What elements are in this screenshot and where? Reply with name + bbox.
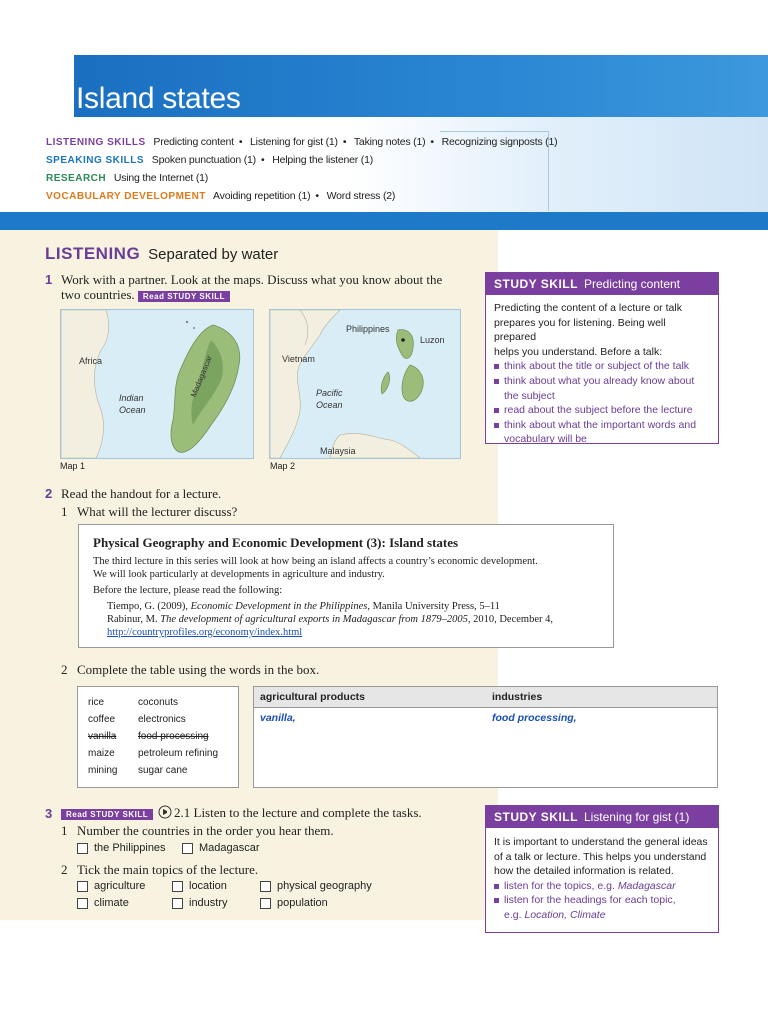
- question-number: 1: [45, 272, 53, 287]
- handout-reference: Tiempo, G. (2009), Economic Development in the Philippines, Manila University Press, 5–11: [107, 601, 500, 612]
- study-skill-text: Predicting the content of a lecture or talk: [494, 302, 682, 314]
- skill-item: Spoken punctuation (1): [151, 154, 256, 166]
- handout-text: Before the lecture, please read the following:: [93, 585, 283, 596]
- study-skill-header: [486, 806, 718, 828]
- topic-option[interactable]: agriculture: [77, 880, 145, 892]
- section-heading: [45, 244, 278, 264]
- checkbox[interactable]: [77, 843, 88, 854]
- sub-question-text: Number the countries in the order you hear them.: [77, 823, 334, 838]
- checkbox[interactable]: [172, 881, 183, 892]
- list-item: read about the subject before the lecture: [494, 403, 710, 418]
- word-item: electronics: [138, 714, 186, 725]
- handout-text: We will look particularly at developments in agriculture and industry.: [93, 569, 385, 580]
- word-item: coconuts: [138, 697, 179, 708]
- read-study-skill-badge[interactable]: Read STUDY SKILL: [138, 291, 230, 302]
- skills-label: SPEAKING SKILLS: [46, 155, 145, 166]
- map-1-graphic: [61, 310, 253, 458]
- topic-option[interactable]: physical geography: [260, 880, 372, 892]
- handout-reference: Rabinur, M. The development of agricultural exports in Madagascar from 1879–2005, 2010, December 4,: [107, 614, 553, 625]
- study-skill-body: [486, 295, 718, 453]
- audio-track-number: 2.1: [174, 805, 191, 820]
- study-skill-title: Predicting content: [583, 277, 681, 291]
- study-skill-text: helps you understand. Before a talk:: [494, 345, 663, 358]
- study-skill-keyword: STUDY SKILL: [494, 277, 578, 291]
- study-skill-list: [494, 359, 710, 447]
- skill-item: Predicting content: [153, 136, 234, 148]
- list-item: think about what you already know about the subject: [494, 374, 710, 403]
- word-item: rice: [88, 697, 105, 708]
- map-label: Philippines: [346, 324, 390, 334]
- question-text: Read the handout for a lecture.: [61, 486, 222, 501]
- lecture-handout: [78, 524, 614, 648]
- word-item: sugar cane: [138, 765, 188, 776]
- table-cell[interactable]: food processing,: [492, 712, 577, 724]
- handout-text: The third lecture in this series will look at how being an island affects a country’s economic development.: [93, 556, 538, 567]
- checkbox[interactable]: [77, 898, 88, 909]
- checkbox[interactable]: [172, 898, 183, 909]
- country-option[interactable]: Madagascar: [182, 842, 260, 854]
- map-label: Pacific: [316, 388, 343, 398]
- list-item: listen for the topics, e.g. Madagascar: [494, 879, 710, 894]
- answer-table: [253, 686, 718, 788]
- table-header-cell: industries: [492, 691, 543, 703]
- checkbox[interactable]: [260, 898, 271, 909]
- section-keyword: LISTENING: [45, 244, 141, 263]
- sub-number: 2: [61, 662, 68, 677]
- country-option[interactable]: the Philippines: [77, 842, 166, 854]
- audio-icon[interactable]: [158, 805, 172, 819]
- table-cell[interactable]: vanilla,: [260, 712, 296, 724]
- map-label: Indian: [119, 393, 144, 403]
- sub-number: 1: [61, 504, 68, 519]
- sub-question-text: Tick the main topics of the lecture.: [77, 862, 259, 877]
- study-skill-text: It is important to understand the general ideas: [494, 836, 708, 848]
- study-skill-body: [486, 828, 718, 929]
- checkbox[interactable]: [182, 843, 193, 854]
- map-caption: Map 2: [270, 461, 296, 471]
- read-study-skill-badge-wrap: [61, 806, 153, 824]
- map-label: Africa: [79, 356, 103, 366]
- sub-number: 2: [61, 862, 68, 877]
- word-item: maize: [88, 748, 115, 759]
- map-caption: Map 1: [60, 461, 86, 471]
- word-item: coffee: [88, 714, 116, 725]
- question-number: 3: [45, 806, 53, 821]
- map-label: Madagascar: [189, 354, 214, 399]
- topic-option[interactable]: industry: [172, 897, 228, 909]
- question-text-cont: [61, 287, 230, 303]
- skills-vocabulary: VOCABULARY DEVELOPMENT Avoiding repetition (1) • Word stress (2): [46, 190, 396, 202]
- study-skill-text: of a talk or lecture. This helps you understand: [494, 850, 707, 863]
- skill-item: Recognizing signposts (1): [441, 136, 558, 148]
- skills-speaking: SPEAKING SKILLS Spoken punctuation (1) • Helping the listener (1): [46, 154, 374, 166]
- sub-question-text: What will the lecturer discuss?: [77, 504, 238, 519]
- handout-title: Physical Geography and Economic Development (3): Island states: [93, 535, 459, 550]
- section-title: Separated by water: [148, 246, 279, 263]
- skill-item: Avoiding repetition (1): [213, 190, 311, 202]
- question-text-line: [174, 805, 422, 821]
- study-skill-box: [485, 805, 719, 933]
- word-box: [77, 686, 239, 788]
- topic-option[interactable]: climate: [77, 897, 129, 909]
- sub-number: 1: [61, 823, 68, 838]
- skill-item: Helping the listener (1): [272, 154, 374, 166]
- map-label: Malaysia: [320, 446, 356, 456]
- word-item: petroleum refining: [138, 748, 219, 759]
- handout-link[interactable]: http://countryprofiles.org/economy/index.html: [107, 627, 303, 638]
- read-study-skill-badge[interactable]: Read STUDY SKILL: [61, 809, 153, 820]
- skills-label: VOCABULARY DEVELOPMENT: [46, 191, 206, 202]
- study-skill-header: [486, 273, 718, 295]
- list-item: listen for the headings for each topic, e.g. Location, Climate: [494, 893, 710, 922]
- study-skill-title: Listening for gist (1): [583, 810, 690, 824]
- map-label: Luzon: [420, 335, 445, 345]
- study-skill-text: prepares you for listening. Being well prepared: [494, 316, 666, 344]
- question-text: two countries.: [61, 287, 135, 302]
- study-skill-box: [485, 272, 719, 444]
- table-header-cell: agricultural products: [260, 691, 366, 703]
- topic-option[interactable]: population: [260, 897, 328, 909]
- question-text: Work with a partner. Look at the maps. Discuss what you know about the: [61, 272, 443, 287]
- study-skill-text: how the detailed information is related.: [494, 865, 674, 878]
- skill-item: Taking notes (1): [353, 136, 426, 148]
- list-item: think about what the important words and vocabulary will be: [494, 418, 710, 447]
- map-madagascar: [60, 309, 254, 459]
- map-label: Ocean: [316, 400, 343, 410]
- header-bottom-bar: [0, 212, 768, 230]
- study-skill-list: [494, 879, 710, 923]
- checkbox[interactable]: [260, 881, 271, 892]
- map-label: Ocean: [119, 405, 146, 415]
- word-item: mining: [88, 765, 118, 776]
- skill-item: Using the Internet (1): [113, 172, 209, 184]
- map-philippines: [269, 309, 461, 459]
- question-text: Listen to the lecture and complete the tasks.: [193, 805, 422, 820]
- skill-item: Listening for gist (1): [250, 136, 338, 148]
- divider: [440, 131, 549, 132]
- study-skill-keyword: STUDY SKILL: [494, 810, 578, 824]
- page-title: Island states: [76, 82, 241, 115]
- skills-label: RESEARCH: [46, 173, 107, 184]
- topic-option[interactable]: location: [172, 880, 227, 892]
- list-item: think about the title or subject of the talk: [494, 359, 710, 374]
- skills-label: LISTENING SKILLS: [46, 137, 146, 148]
- skill-item: Word stress (2): [326, 190, 396, 202]
- word-item-used: vanilla: [88, 731, 117, 742]
- word-item-used: food processing: [138, 731, 209, 742]
- skills-research: [46, 172, 208, 184]
- skills-listening: LISTENING SKILLS Predicting content • Listening for gist (1) • Taking notes (1) • Recognizing signposts (1): [46, 136, 558, 148]
- map-label: Vietnam: [282, 354, 315, 364]
- checkbox[interactable]: [77, 881, 88, 892]
- sub-question-text: Complete the table using the words in the box.: [77, 662, 320, 677]
- question-number: 2: [45, 486, 53, 501]
